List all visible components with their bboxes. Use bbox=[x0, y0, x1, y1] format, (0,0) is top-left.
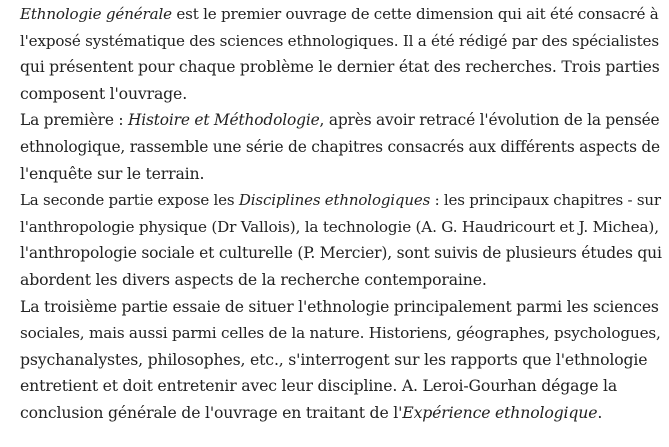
text-span: conclusion générale de l'ouvrage en traitant de l' bbox=[20, 402, 403, 422]
paragraph-1-line-3: qui présentent pour chaque problème le dernier état des recherches. Trois parties bbox=[20, 58, 660, 77]
book-description bbox=[20, 1, 662, 427]
text-span: La première : bbox=[20, 111, 128, 130]
book-title: Ethnologie générale bbox=[20, 5, 172, 23]
paragraph-3-line-3: l'anthropologie sociale et culturelle (P. Mercier), sont suivis de plusieurs études qui bbox=[20, 244, 662, 263]
text-span: , après avoir retracé l'évolution de la pensée bbox=[319, 111, 660, 130]
paragraph-1-line-2: l'exposé systématique des sciences ethnologiques. Il a été rédigé par des spécialistes bbox=[20, 31, 659, 50]
paragraph-1-line-4: composent l'ouvrage. bbox=[20, 83, 188, 103]
paragraph-3-line-1 bbox=[20, 187, 662, 214]
paragraph-3-line-2: l'anthropologie physique (Dr Vallois), la technologie (A. G. Haudricourt et J. Michea), bbox=[20, 217, 659, 236]
paragraph-2-line-3: l'enquête sur le terrain. bbox=[20, 163, 205, 183]
paragraph-2-line-2: ethnologique, rassemble une série de chapitres consacrés aux différents aspects de bbox=[20, 137, 661, 156]
text-span: est le premier ouvrage de cette dimension qui ait été consacré à bbox=[171, 5, 659, 23]
paragraph-1-line-1 bbox=[20, 1, 662, 28]
text-span: La seconde partie expose les bbox=[20, 191, 239, 210]
paragraph-4-line-3: psychanalystes, philosophes, etc., s'interrogent sur les rapports que l'ethnologie bbox=[20, 349, 648, 369]
paragraph-3-line-4: abordent les divers aspects de la recherche contemporaine. bbox=[20, 269, 487, 289]
paragraph-4-line-5 bbox=[20, 400, 662, 427]
paragraph-4-line-2: sociales, mais aussi parmi celles de la nature. Historiens, géographes, psychologues, bbox=[20, 324, 661, 343]
part-title-experience: Expérience ethnologique bbox=[402, 402, 598, 422]
part-title-history: Histoire et Méthodologie bbox=[127, 111, 320, 130]
text-span: . bbox=[597, 402, 603, 422]
paragraph-4-line-1: La troisième partie essaie de situer l'ethnologie principalement parmi les sciences bbox=[20, 297, 659, 316]
paragraph-4-line-4: entretient et doit entretenir avec leur discipline. A. Leroi-Gourhan dégage la bbox=[20, 376, 618, 396]
part-title-disciplines: Disciplines ethnologiques bbox=[238, 191, 431, 210]
text-span: : les principaux chapitres - sur bbox=[430, 191, 661, 210]
paragraph-2-line-1 bbox=[20, 107, 662, 134]
